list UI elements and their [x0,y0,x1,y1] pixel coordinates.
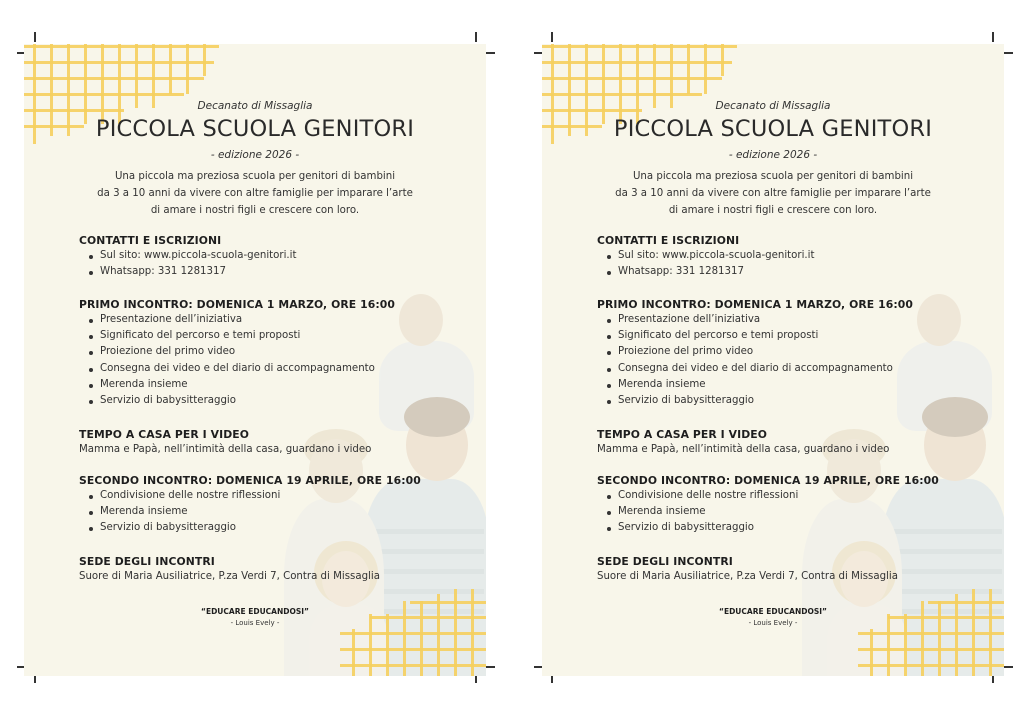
flyer-title: PICCOLA SCUOLA GENITORI [613,116,933,142]
section-second-meeting [597,473,939,537]
section-first-meeting [79,297,395,409]
intro-line: da 3 a 10 anni da vivere con altre famiglie per imparare l’arte [615,188,931,199]
section-home-time [597,427,889,458]
list-item: Servizio di babysitteraggio [607,520,939,536]
intro-text [542,168,1004,219]
flyer-title: PICCOLA SCUOLA GENITORI [95,116,415,142]
section-contacts [597,233,815,280]
list-item: Whatsapp: 331 1281317 [607,264,815,280]
section-home-time [79,427,371,458]
crop-mark [1003,666,1013,668]
list-item: Condivisione delle nostre riflessioni [89,488,421,504]
section-title: PRIMO INCONTRO: DOMENICA 1 MARZO, ORE 16:00 [597,298,914,311]
organizer: Decanato di Missaglia [197,100,313,112]
list-item: Merenda insieme [607,504,939,520]
section-text: Suore di Maria Ausiliatrice, P.za Verdi 7, Contra di Missaglia [597,571,898,582]
section-contacts [79,233,297,280]
motto-author: - Louis Evely - [748,619,798,627]
section-text: Mamma e Papà, nell’intimità della casa, guardano i video [79,444,372,455]
list-item: Consegna dei video e del diario di accompagnamento [89,361,395,377]
section-title: PRIMO INCONTRO: DOMENICA 1 MARZO, ORE 16:00 [79,298,396,311]
section-title: SEDE DEGLI INCONTRI [597,555,733,568]
section-title: CONTATTI E ISCRIZIONI [79,234,222,247]
list-item: Whatsapp: 331 1281317 [89,264,297,280]
intro-line: Una piccola ma preziosa scuola per genitori di bambini [632,171,914,182]
crop-mark [485,666,495,668]
section-title: TEMPO A CASA PER I VIDEO [79,428,250,441]
section-title: SEDE DEGLI INCONTRI [79,555,215,568]
crop-mark [992,32,994,42]
intro-line: Una piccola ma preziosa scuola per genitori di bambini [114,171,396,182]
section-title: TEMPO A CASA PER I VIDEO [597,428,768,441]
list-item: Servizio di babysitteraggio [607,393,913,409]
list-item: Proiezione del primo video [89,344,395,360]
list-item: Significato del percorso e temi proposti [607,328,913,344]
edition: - edizione 2026 - [210,149,300,161]
intro-line: da 3 a 10 anni da vivere con altre famiglie per imparare l’arte [97,188,413,199]
intro-line: di amare i nostri figli e crescere con loro. [150,205,360,216]
list-item: Sul sito: www.piccola-scuola-genitori.it [89,248,297,264]
section-venue [597,554,898,585]
crop-mark [1003,52,1013,54]
crop-mark [475,32,477,42]
list-item: Servizio di babysitteraggio [89,520,421,536]
list-item: Presentazione dell’iniziativa [607,312,913,328]
motto: “EDUCARE EDUCANDOSI” [719,607,827,616]
section-title: CONTATTI E ISCRIZIONI [597,234,740,247]
crop-mark [34,32,36,42]
list-item: Condivisione delle nostre riflessioni [607,488,939,504]
organizer: Decanato di Missaglia [715,100,831,112]
section-venue [79,554,380,585]
section-text: Suore di Maria Ausiliatrice, P.za Verdi 7, Contra di Missaglia [79,571,380,582]
list-item: Significato del percorso e temi proposti [89,328,395,344]
list-item: Merenda insieme [89,504,421,520]
list-item: Consegna dei video e del diario di accompagnamento [607,361,913,377]
motto: “EDUCARE EDUCANDOSI” [201,607,309,616]
section-second-meeting [79,473,421,537]
flyer-page-right [542,44,1004,676]
crop-mark [551,32,553,42]
flyer-page-left [24,44,486,676]
crop-mark [485,52,495,54]
list-item: Merenda insieme [89,377,395,393]
edition: - edizione 2026 - [728,149,818,161]
list-item: Proiezione del primo video [607,344,913,360]
section-text: Mamma e Papà, nell’intimità della casa, guardano i video [597,444,890,455]
list-item: Presentazione dell’iniziativa [89,312,395,328]
intro-text [24,168,486,219]
list-item: Servizio di babysitteraggio [89,393,395,409]
list-item: Merenda insieme [607,377,913,393]
motto-author: - Louis Evely - [230,619,280,627]
list-item: Sul sito: www.piccola-scuola-genitori.it [607,248,815,264]
intro-line: di amare i nostri figli e crescere con loro. [668,205,878,216]
section-title: SECONDO INCONTRO: DOMENICA 19 APRILE, ORE 16:00 [597,474,939,487]
section-first-meeting [597,297,913,409]
section-title: SECONDO INCONTRO: DOMENICA 19 APRILE, ORE 16:00 [79,474,421,487]
